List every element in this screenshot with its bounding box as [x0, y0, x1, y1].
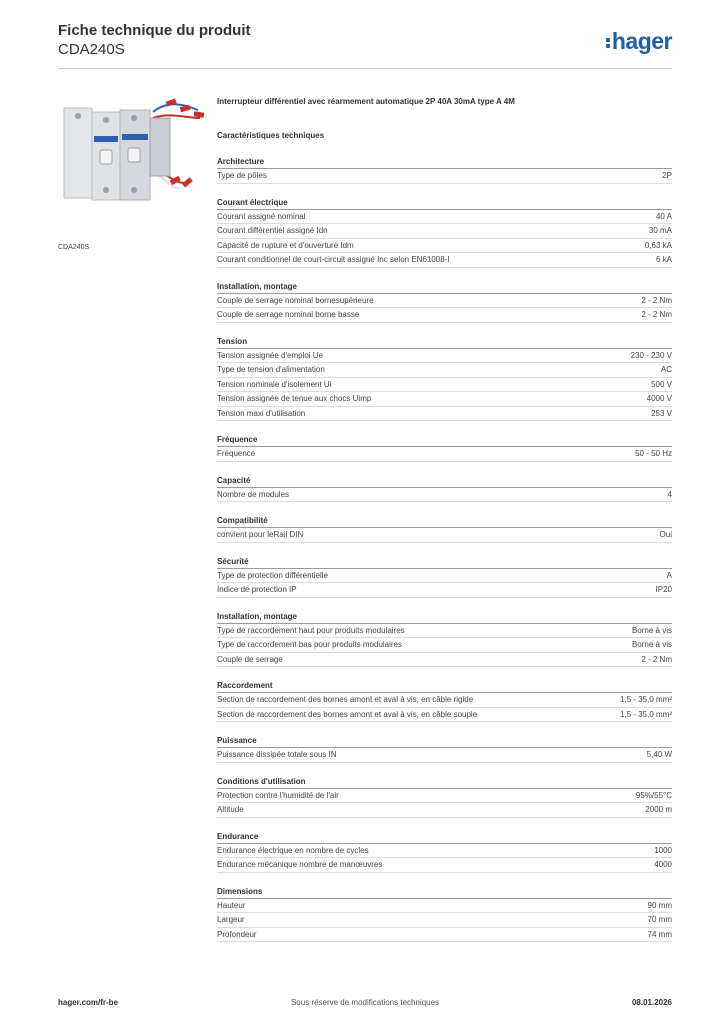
- spec-value: 5,40 W: [646, 750, 672, 759]
- section-title: Architecture: [217, 156, 672, 169]
- spec-value: 2 - 2 Nm: [641, 654, 672, 664]
- spec-section: [217, 434, 672, 462]
- spec-label: Capacité de rupture et d'ouverture Idm: [217, 240, 354, 250]
- spec-value: 74 mm: [647, 929, 672, 939]
- spec-row: [217, 748, 672, 763]
- product-description: Interrupteur différentiel avec réarmement automatique 2P 40A 30mA type A 4M: [217, 97, 515, 106]
- spec-row: [217, 653, 672, 668]
- spec-value: 70 mm: [647, 915, 672, 924]
- spec-value: 6 kA: [655, 255, 672, 264]
- spec-label: Section de raccordement des bornes amont et aval à vis, en câble souple: [217, 709, 478, 719]
- section-title: Raccordement: [217, 680, 672, 693]
- spec-section: [217, 680, 672, 722]
- spec-row: [217, 378, 672, 393]
- spec-row: [217, 638, 672, 653]
- section-title: Compatibilité: [217, 515, 672, 528]
- spec-row: [217, 583, 672, 598]
- spec-row: [217, 789, 672, 804]
- spec-label: Nombre de modules: [217, 489, 290, 499]
- spec-value: Borne à vis: [631, 625, 672, 635]
- section-title: Dimensions: [217, 886, 672, 899]
- product-image: [58, 90, 208, 238]
- spec-value: 1000: [654, 845, 672, 855]
- spec-label: Tension assignée d'emploi Ue: [217, 350, 324, 360]
- spec-section: [217, 556, 672, 598]
- spec-label: Tension assignée de tenue aux chocs Uimp: [217, 394, 372, 403]
- spec-row: [217, 363, 672, 378]
- spec-label: Largeur: [217, 915, 245, 924]
- spec-value: Borne à vis: [631, 640, 672, 649]
- spec-value: 2P: [662, 171, 672, 180]
- spec-label: Endurance mécanique nombre de manœuvres: [217, 860, 383, 869]
- spec-value: 4000: [654, 860, 672, 869]
- spec-value: 1,5 - 35,0 mm²: [619, 695, 672, 704]
- spec-row: [217, 913, 672, 928]
- spec-label: Tension nominale d'isolement Ui: [217, 379, 332, 389]
- hager-logo: [606, 28, 672, 55]
- spec-section: [217, 831, 672, 873]
- spec-sections: [217, 156, 672, 942]
- spec-row: [217, 569, 672, 584]
- spec-value: 40 A: [655, 211, 672, 221]
- section-title: Sécurité: [217, 556, 672, 569]
- spec-value: 2 - 2 Nm: [641, 295, 672, 305]
- spec-content: [217, 96, 672, 942]
- spec-label: Endurance électrique en nombre de cycles: [217, 845, 369, 855]
- spec-value: AC: [660, 365, 672, 374]
- spec-value: 4000 V: [646, 394, 672, 403]
- spec-value: 50 - 50 Hz: [635, 449, 672, 458]
- section-title: Installation, montage: [217, 611, 672, 624]
- spec-section: [217, 735, 672, 763]
- spec-row: [217, 349, 672, 364]
- spec-row: [217, 858, 672, 873]
- section-title: Installation, montage: [217, 281, 672, 294]
- spec-row: [217, 407, 672, 422]
- product-image-caption: CDA240S: [58, 244, 90, 251]
- spec-row: [217, 392, 672, 407]
- spec-row: [217, 528, 672, 543]
- spec-value: 30 mA: [648, 226, 672, 235]
- spec-row: [217, 224, 672, 239]
- spec-row: [217, 210, 672, 225]
- spec-label: Indice de protection IP: [217, 585, 297, 594]
- spec-label: Type de raccordement haut pour produits modulaires: [217, 625, 405, 635]
- logo-dots-icon: [606, 36, 610, 50]
- spec-label: Fréquence: [217, 449, 256, 458]
- spec-row: [217, 169, 672, 184]
- footer-notice: Sous réserve de modifications techniques: [290, 998, 440, 1007]
- spec-label: Courant assigné nominal: [217, 211, 306, 221]
- spec-section: [217, 515, 672, 543]
- spec-section: [217, 197, 672, 268]
- section-title: Courant électrique: [217, 197, 672, 210]
- spec-value: A: [666, 570, 672, 580]
- spec-value: 0,63 kA: [644, 240, 672, 250]
- product-reference: CDA240S: [58, 41, 125, 58]
- spec-label: Protection contre l'humidité de l'air: [217, 790, 339, 800]
- spec-label: Tension maxi d'utilisation: [217, 408, 306, 418]
- spec-label: Couple de serrage nominal bornesupérieure: [217, 295, 374, 305]
- spec-row: [217, 308, 672, 323]
- page-title: Fiche technique du produit: [58, 22, 251, 39]
- section-title: Fréquence: [217, 434, 672, 447]
- spec-row: [217, 803, 672, 818]
- spec-row: [217, 294, 672, 309]
- spec-section: [217, 776, 672, 818]
- spec-section: [217, 611, 672, 668]
- spec-label: Courant conditionnel de court-circuit assigné Inc selon EN61008-I: [217, 255, 450, 264]
- spec-label: Type de raccordement bas pour produits modulaires: [217, 640, 402, 649]
- spec-row: [217, 488, 672, 503]
- spec-value: 253 V: [651, 408, 672, 418]
- spec-value: Oui: [659, 530, 672, 539]
- spec-label: Puissance dissipée totale sous IN: [217, 750, 337, 759]
- spec-label: Altitude: [217, 805, 244, 814]
- section-title: Endurance: [217, 831, 672, 844]
- spec-row: [217, 253, 672, 268]
- section-title: Puissance: [217, 735, 672, 748]
- section-title: Tension: [217, 336, 672, 349]
- spec-row: [217, 693, 672, 708]
- spec-label: Section de raccordement des bornes amont et aval à vis, en câble rigide: [217, 695, 474, 704]
- spec-row: [217, 928, 672, 943]
- spec-section: [217, 336, 672, 422]
- spec-value: 95%/55°C: [635, 790, 672, 800]
- spec-label: Type de protection différentielle: [217, 570, 329, 580]
- spec-label: Couple de serrage: [217, 654, 283, 664]
- spec-label: Type de pôles: [217, 171, 267, 180]
- spec-label: Hauteur: [217, 900, 246, 910]
- spec-row: [217, 708, 672, 723]
- spec-label: Courant différentiel assigné Idn: [217, 226, 328, 235]
- spec-label: Profondeur: [217, 929, 257, 939]
- spec-section: [217, 475, 672, 503]
- header-divider: [58, 68, 672, 69]
- spec-label: convient pour leRail DIN: [217, 530, 304, 539]
- section-title: Conditions d'utilisation: [217, 776, 672, 789]
- logo-text: hager: [611, 28, 672, 54]
- spec-row: [217, 239, 672, 254]
- spec-row: [217, 844, 672, 859]
- spec-section: [217, 886, 672, 943]
- spec-value: 90 mm: [647, 900, 672, 910]
- spec-value: IP20: [655, 585, 672, 594]
- spec-value: 500 V: [651, 379, 672, 389]
- page-header: [58, 22, 672, 59]
- spec-row: [217, 899, 672, 914]
- section-title: Capacité: [217, 475, 672, 488]
- spec-row: [217, 447, 672, 462]
- spec-value: 230 - 230 V: [630, 350, 672, 360]
- spec-section: [217, 156, 672, 184]
- spec-value: 1,5 - 35,0 mm²: [619, 709, 672, 719]
- spec-value: 4: [667, 489, 672, 499]
- spec-value: 2 - 2 Nm: [641, 310, 672, 319]
- spec-label: Type de tension d'alimentation: [217, 365, 325, 374]
- spec-label: Couple de serrage nominal borne basse: [217, 310, 360, 319]
- footer-website: hager.com/fr-be: [58, 998, 119, 1007]
- spec-section: [217, 281, 672, 323]
- spec-row: [217, 624, 672, 639]
- specs-heading: Caractéristiques techniques: [217, 131, 325, 140]
- footer-date: 08.01.2026: [631, 998, 672, 1007]
- spec-value: 2000 m: [645, 805, 672, 814]
